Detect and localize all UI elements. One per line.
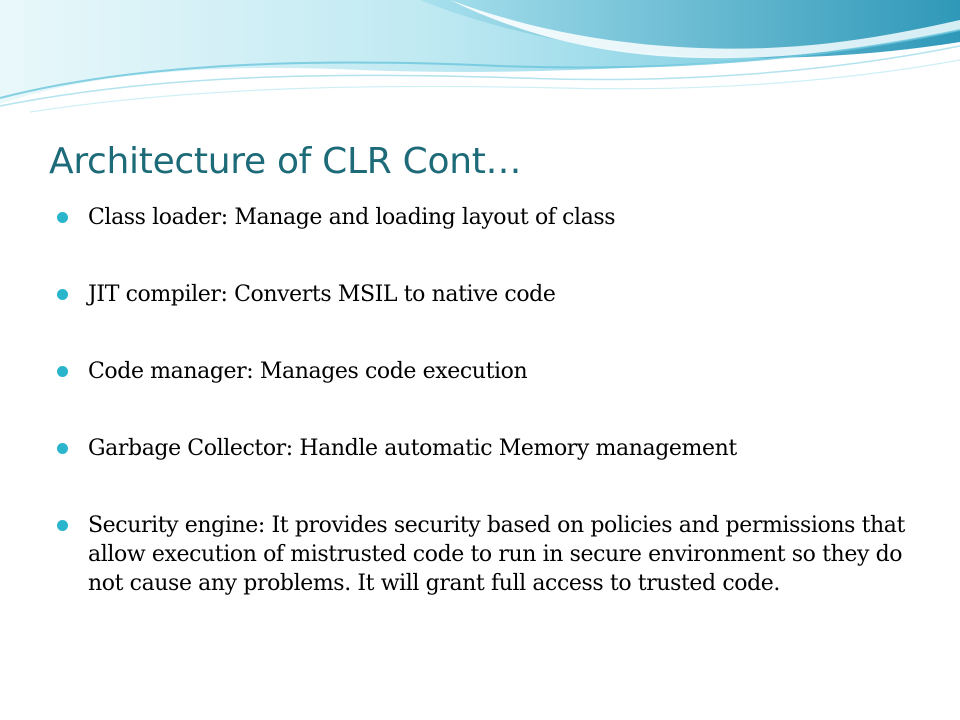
- bullet-dot-icon: [57, 289, 68, 300]
- bullet-dot-icon: [57, 520, 68, 531]
- bullet-text: Security engine: It provides security based on policies and permissions that allow execution of mistrusted code to run in secure environment so they do not cause any problems. It will grant full access to trusted code.: [88, 513, 905, 596]
- bullet-text: Garbage Collector: Handle automatic Memory management: [88, 436, 737, 461]
- bullet-list: [57, 203, 917, 598]
- bullet-text: Class loader: Manage and loading layout of class: [88, 205, 616, 230]
- bullet-item-jit-compiler: [57, 280, 917, 309]
- bullet-item-security-engine: [57, 511, 917, 598]
- bullet-dot-icon: [57, 443, 68, 454]
- bullet-item-garbage-collector: [57, 434, 917, 463]
- header-wave-decoration: [0, 0, 960, 120]
- bullet-text: Code manager: Manages code execution: [88, 359, 528, 384]
- bullet-dot-icon: [57, 366, 68, 377]
- bullet-text: JIT compiler: Converts MSIL to native code: [88, 282, 556, 307]
- bullet-dot-icon: [57, 212, 68, 223]
- bullet-item-code-manager: [57, 357, 917, 386]
- slide-title: Architecture of CLR Cont…: [49, 141, 522, 182]
- bullet-item-class-loader: [57, 203, 917, 232]
